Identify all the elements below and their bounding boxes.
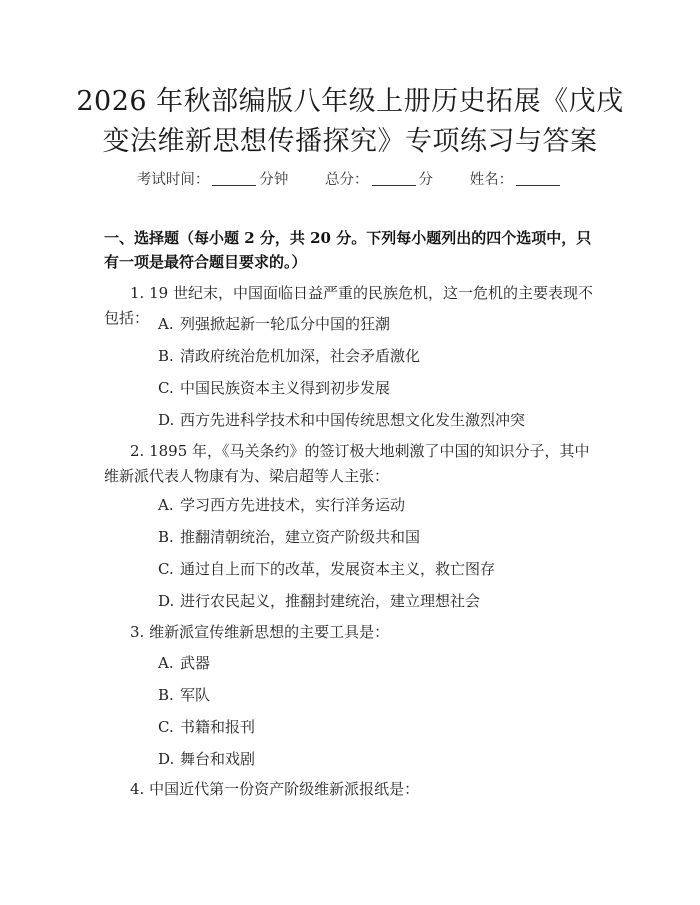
exam-time bbox=[137, 172, 289, 188]
question-stem: 19 世纪末，中国面临日益严重的民族危机，这一危机的主要表现不包括： bbox=[104, 284, 593, 327]
option-2c bbox=[158, 558, 598, 580]
name-blank bbox=[516, 171, 560, 186]
score-blank bbox=[372, 171, 416, 186]
time-unit: 分钟 bbox=[259, 172, 289, 188]
option-3a bbox=[158, 652, 598, 674]
option-1c bbox=[158, 377, 598, 399]
question-stem: 中国近代第一份资产阶级维新派报纸是： bbox=[149, 780, 420, 798]
question-number: 1. bbox=[130, 284, 145, 302]
option-letter: B. bbox=[158, 347, 174, 365]
question-2 bbox=[104, 439, 600, 489]
option-3c bbox=[158, 716, 598, 738]
option-letter: A. bbox=[158, 315, 174, 333]
time-blank bbox=[212, 171, 256, 186]
title-line-2: 变法维新思想传播探究》专项练习与答案 bbox=[102, 126, 598, 157]
option-3d bbox=[158, 748, 598, 770]
option-letter: A. bbox=[158, 654, 174, 672]
option-text: 通过自上而下的改革，发展资本主义，救亡图存 bbox=[180, 560, 496, 578]
question-number: 4. bbox=[130, 780, 145, 798]
question-number: 2. bbox=[130, 442, 145, 460]
option-letter: B. bbox=[158, 686, 174, 704]
option-1a bbox=[158, 313, 598, 335]
section-heading: 一、选择题（每小题 2 分，共 20 分。下列每小题列出的四个选项中，只有一项是最符合题目要求的。） bbox=[104, 229, 592, 271]
option-letter: D. bbox=[158, 411, 175, 429]
option-text: 军队 bbox=[180, 686, 211, 704]
page-title bbox=[40, 82, 660, 162]
title-line-1: 2026 年秋部编版八年级上册历史拓展《戊戌 bbox=[76, 86, 624, 117]
student-name bbox=[470, 172, 564, 188]
question-4 bbox=[104, 777, 600, 802]
exam-meta-line bbox=[0, 168, 700, 189]
option-text: 武器 bbox=[180, 654, 211, 672]
question-number: 3. bbox=[130, 623, 145, 641]
option-letter: B. bbox=[158, 528, 174, 546]
option-letter: C. bbox=[158, 560, 174, 578]
option-2d bbox=[158, 590, 598, 612]
question-stem: 维新派宣传维新思想的主要工具是： bbox=[149, 623, 390, 641]
option-text: 舞台和戏剧 bbox=[180, 750, 256, 768]
option-letter: C. bbox=[158, 718, 174, 736]
score-unit: 分 bbox=[418, 172, 433, 188]
option-letter: D. bbox=[158, 592, 175, 610]
option-1d bbox=[158, 409, 598, 431]
option-text: 中国民族资本主义得到初步发展 bbox=[180, 379, 391, 397]
question-3 bbox=[104, 620, 600, 645]
option-letter: D. bbox=[158, 750, 175, 768]
question-stem: 1895 年，《马关条约》的签订极大地刺激了中国的知识分子，其中维新派代表人物康有为、梁启超等人主张： bbox=[104, 442, 590, 485]
option-2b bbox=[158, 526, 598, 548]
option-text: 书籍和报刊 bbox=[180, 718, 256, 736]
option-3b bbox=[158, 684, 598, 706]
option-text: 列强掀起新一轮瓜分中国的狂潮 bbox=[180, 315, 391, 333]
total-score bbox=[325, 172, 433, 188]
score-label: 总分： bbox=[325, 172, 369, 188]
option-1b bbox=[158, 345, 598, 367]
option-text: 西方先进科学技术和中国传统思想文化发生激烈冲突 bbox=[180, 411, 526, 429]
option-text: 推翻清朝统治，建立资产阶级共和国 bbox=[180, 528, 421, 546]
option-letter: A. bbox=[158, 496, 174, 514]
option-letter: C. bbox=[158, 379, 174, 397]
option-text: 进行农民起义，推翻封建统治，建立理想社会 bbox=[180, 592, 481, 610]
time-label: 考试时间： bbox=[136, 172, 210, 188]
option-2a bbox=[158, 494, 598, 516]
option-text: 学习西方先进技术，实行洋务运动 bbox=[180, 496, 406, 514]
option-text: 清政府统治危机加深，社会矛盾激化 bbox=[180, 347, 421, 365]
name-label: 姓名： bbox=[469, 172, 514, 188]
